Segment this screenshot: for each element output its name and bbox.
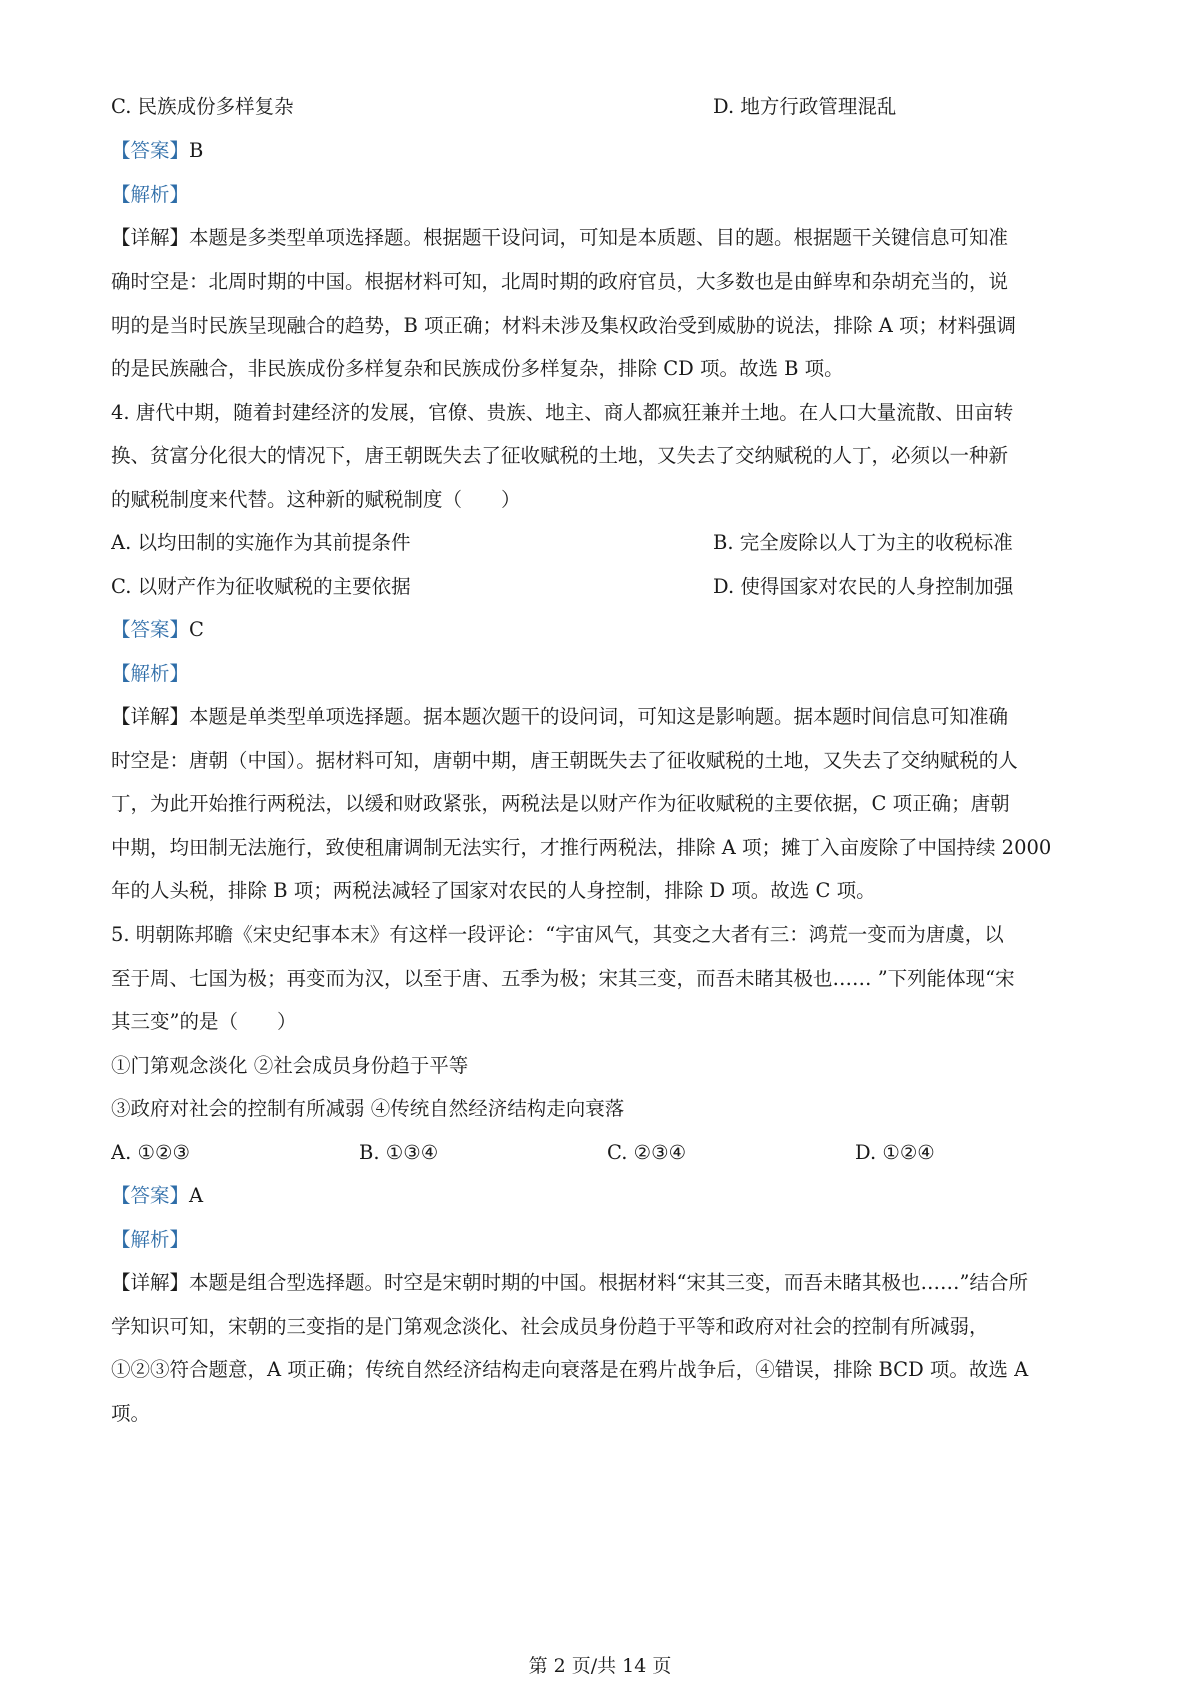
q4-stem-line: 4. 唐代中期，随着封建经济的发展，官僚、贵族、地主、商人都疯狂兼并土地。在人口大量流散、田亩转 <box>111 401 1014 424</box>
q5-stem-line: 5. 明朝陈邦瞻《宋史纪事本末》有这样一段评论：“宇宙风气，其变之大者有三：鸿荒一变而为唐虞，以 <box>111 923 1004 946</box>
q5-detail-line: 学知识可知，宋朝的三变指的是门第观念淡化、社会成员身份趋于平等和政府对社会的控制有所减弱， <box>111 1315 989 1338</box>
q3-detail-line: 明的是当时民族呈现融合的趋势，B 项正确；材料未涉及集权政治受到威胁的说法，排除 A 项；材料强调 <box>111 314 1017 337</box>
answer-tag: 【答案】 <box>111 1184 190 1207</box>
q4-detail-line <box>111 702 1096 732</box>
analysis-tag: 【解析】 <box>111 662 190 685</box>
q3-options-cd <box>111 92 1096 122</box>
q3-option-c: C. 民族成份多样复杂 <box>111 95 294 118</box>
answer-value: A <box>189 1184 204 1207</box>
q5-analysis-heading <box>111 1225 1096 1255</box>
page-footer: 第 2 页/共 14 页 <box>528 1655 672 1677</box>
q4-options-ab <box>111 528 1096 558</box>
q4-option-d: D. 使得国家对农民的人身控制加强 <box>713 575 1014 598</box>
q5-option-c: C. ②③④ <box>607 1141 687 1164</box>
q5-detail-line: 项。 <box>111 1402 151 1425</box>
detail-tag: 【详解】 <box>111 705 190 728</box>
answer-value: C <box>189 618 204 641</box>
answer-tag: 【答案】 <box>111 139 190 162</box>
q3-answer <box>111 136 1096 166</box>
q5-statements-line: ①门第观念淡化 ②社会成员身份趋于平等 <box>111 1054 469 1077</box>
q4-option-a: A. 以均田制的实施作为其前提条件 <box>111 531 411 554</box>
detail-tag: 【详解】 <box>111 1271 190 1294</box>
q4-detail-line: 年的人头税，排除 B 项；两税法减轻了国家对农民的人身控制，排除 D 项。故选 C 项。 <box>111 879 876 902</box>
detail-tag: 【详解】 <box>111 226 190 249</box>
q4-detail-line: 时空是：唐朝（中国）。据材料可知，唐朝中期，唐王朝既失去了征收赋税的土地，又失去了交纳赋税的人 <box>111 749 1018 772</box>
q4-answer <box>111 615 1096 645</box>
answer-value: B <box>189 139 204 162</box>
analysis-tag: 【解析】 <box>111 183 190 206</box>
q5-option-a: A. ①②③ <box>111 1141 190 1164</box>
q5-detail-line <box>111 1268 1096 1298</box>
q5-detail-line: ①②③符合题意，A 项正确；传统自然经济结构走向衰落是在鸦片战争后，④错误，排除 BCD 项。故选 A <box>111 1358 1029 1381</box>
q3-detail-line: 确时空是：北周时期的中国。根据材料可知，北周时期的政府官员，大多数也是由鲜卑和杂胡充当的，说 <box>111 270 1009 293</box>
q4-options-cd <box>111 572 1096 602</box>
q5-option-b: B. ①③④ <box>359 1141 439 1164</box>
q4-stem-line: 的赋税制度来代替。这种新的赋税制度（ ） <box>111 488 521 511</box>
q3-detail-line: 的是民族融合，非民族成份多样复杂和民族成份多样复杂，排除 CD 项。故选 B 项。 <box>111 357 844 380</box>
q4-analysis-heading <box>111 659 1096 689</box>
q4-stem-line: 换、贫富分化很大的情况下，唐王朝既失去了征收赋税的土地，又失去了交纳赋税的人丁，必须以一种新 <box>111 444 1009 467</box>
answer-tag: 【答案】 <box>111 618 190 641</box>
q4-option-b: B. 完全废除以人丁为主的收税标准 <box>713 531 1013 554</box>
q3-option-d: D. 地方行政管理混乱 <box>713 95 897 118</box>
q5-stem-line: 至于周、七国为极；再变而为汉，以至于唐、五季为极；宋其三变，而吾未睹其极也…… ”下列能体现“宋 <box>111 967 1015 990</box>
q4-option-c: C. 以财产作为征收赋税的主要依据 <box>111 575 411 598</box>
detail-text: 本题是单类型单项选择题。据本题次题干的设问词，可知这是影响题。据本题时间信息可知准确 <box>189 705 1009 728</box>
q4-detail-line: 丁，为此开始推行两税法，以缓和财政紧张，两税法是以财产作为征收赋税的主要依据，C 项正确；唐朝 <box>111 792 1010 815</box>
q5-options <box>111 1138 1096 1168</box>
q5-option-d: D. ①②④ <box>855 1141 935 1164</box>
detail-text: 本题是多类型单项选择题。根据题干设问词，可知是本质题、目的题。根据题干关键信息可知准 <box>189 226 1009 249</box>
q4-detail-line: 中期，均田制无法施行，致使租庸调制无法实行，才推行两税法，排除 A 项；摊丁入亩废除了中国持续 2000 <box>111 836 1052 859</box>
q5-answer <box>111 1181 1096 1211</box>
detail-text: 本题是组合型选择题。时空是宋朝时期的中国。根据材料“宋其三变，而吾未睹其极也……”结合所 <box>189 1271 1028 1294</box>
q3-analysis-heading <box>111 180 1096 210</box>
q3-detail-line <box>111 223 1096 253</box>
analysis-tag: 【解析】 <box>111 1228 190 1251</box>
q5-statements-line: ③政府对社会的控制有所减弱 ④传统自然经济结构走向衰落 <box>111 1097 625 1120</box>
q5-stem-line: 其三变”的是（ ） <box>111 1010 297 1033</box>
